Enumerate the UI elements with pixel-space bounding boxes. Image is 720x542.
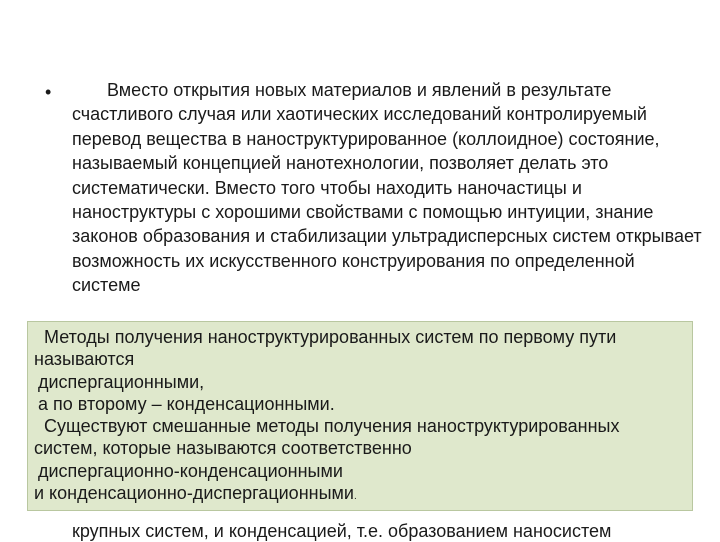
box-line-1: Методы получения наноструктурированных систем по первому пути	[44, 327, 617, 347]
box-line-3: диспергационными,	[38, 371, 205, 392]
box-line-6: систем, которые называются соответственно	[34, 438, 412, 459]
partially-hidden-line: крупных систем, и конденсацией, т.е. образованием наносистем	[72, 521, 612, 541]
main-paragraph: Вместо открытия новых материалов и явлений в результате счастливого случая или хаотических исследований контролируемый перевод вещества в наноструктурированное (коллоидное) состояние, называемый концепцией нанотехнологии, позволяет делать это систематически. Вместо того чтобы находить наночастицы и наноструктуры с хорошими свойствами с помощью интуиции, знание законов образования и стабилизации ультрадисперсных систем открывает возможность их искусственного конструирования по определенной системе	[72, 80, 702, 296]
box-line-5: Существуют смешанные методы получения наноструктурированных	[44, 416, 620, 437]
box-line-8	[34, 482, 692, 508]
box-line-2: называются	[34, 349, 135, 370]
box-line-8-text: и конденсационно-диспергационными	[34, 483, 354, 504]
methods-note-box	[27, 321, 693, 511]
box-line-4: а по второму – конденсационными.	[38, 393, 335, 414]
bullet-marker: •	[45, 82, 52, 102]
box-line-7: диспергационно-конденсационными	[38, 460, 343, 481]
box-line-8-period: .	[353, 491, 357, 503]
